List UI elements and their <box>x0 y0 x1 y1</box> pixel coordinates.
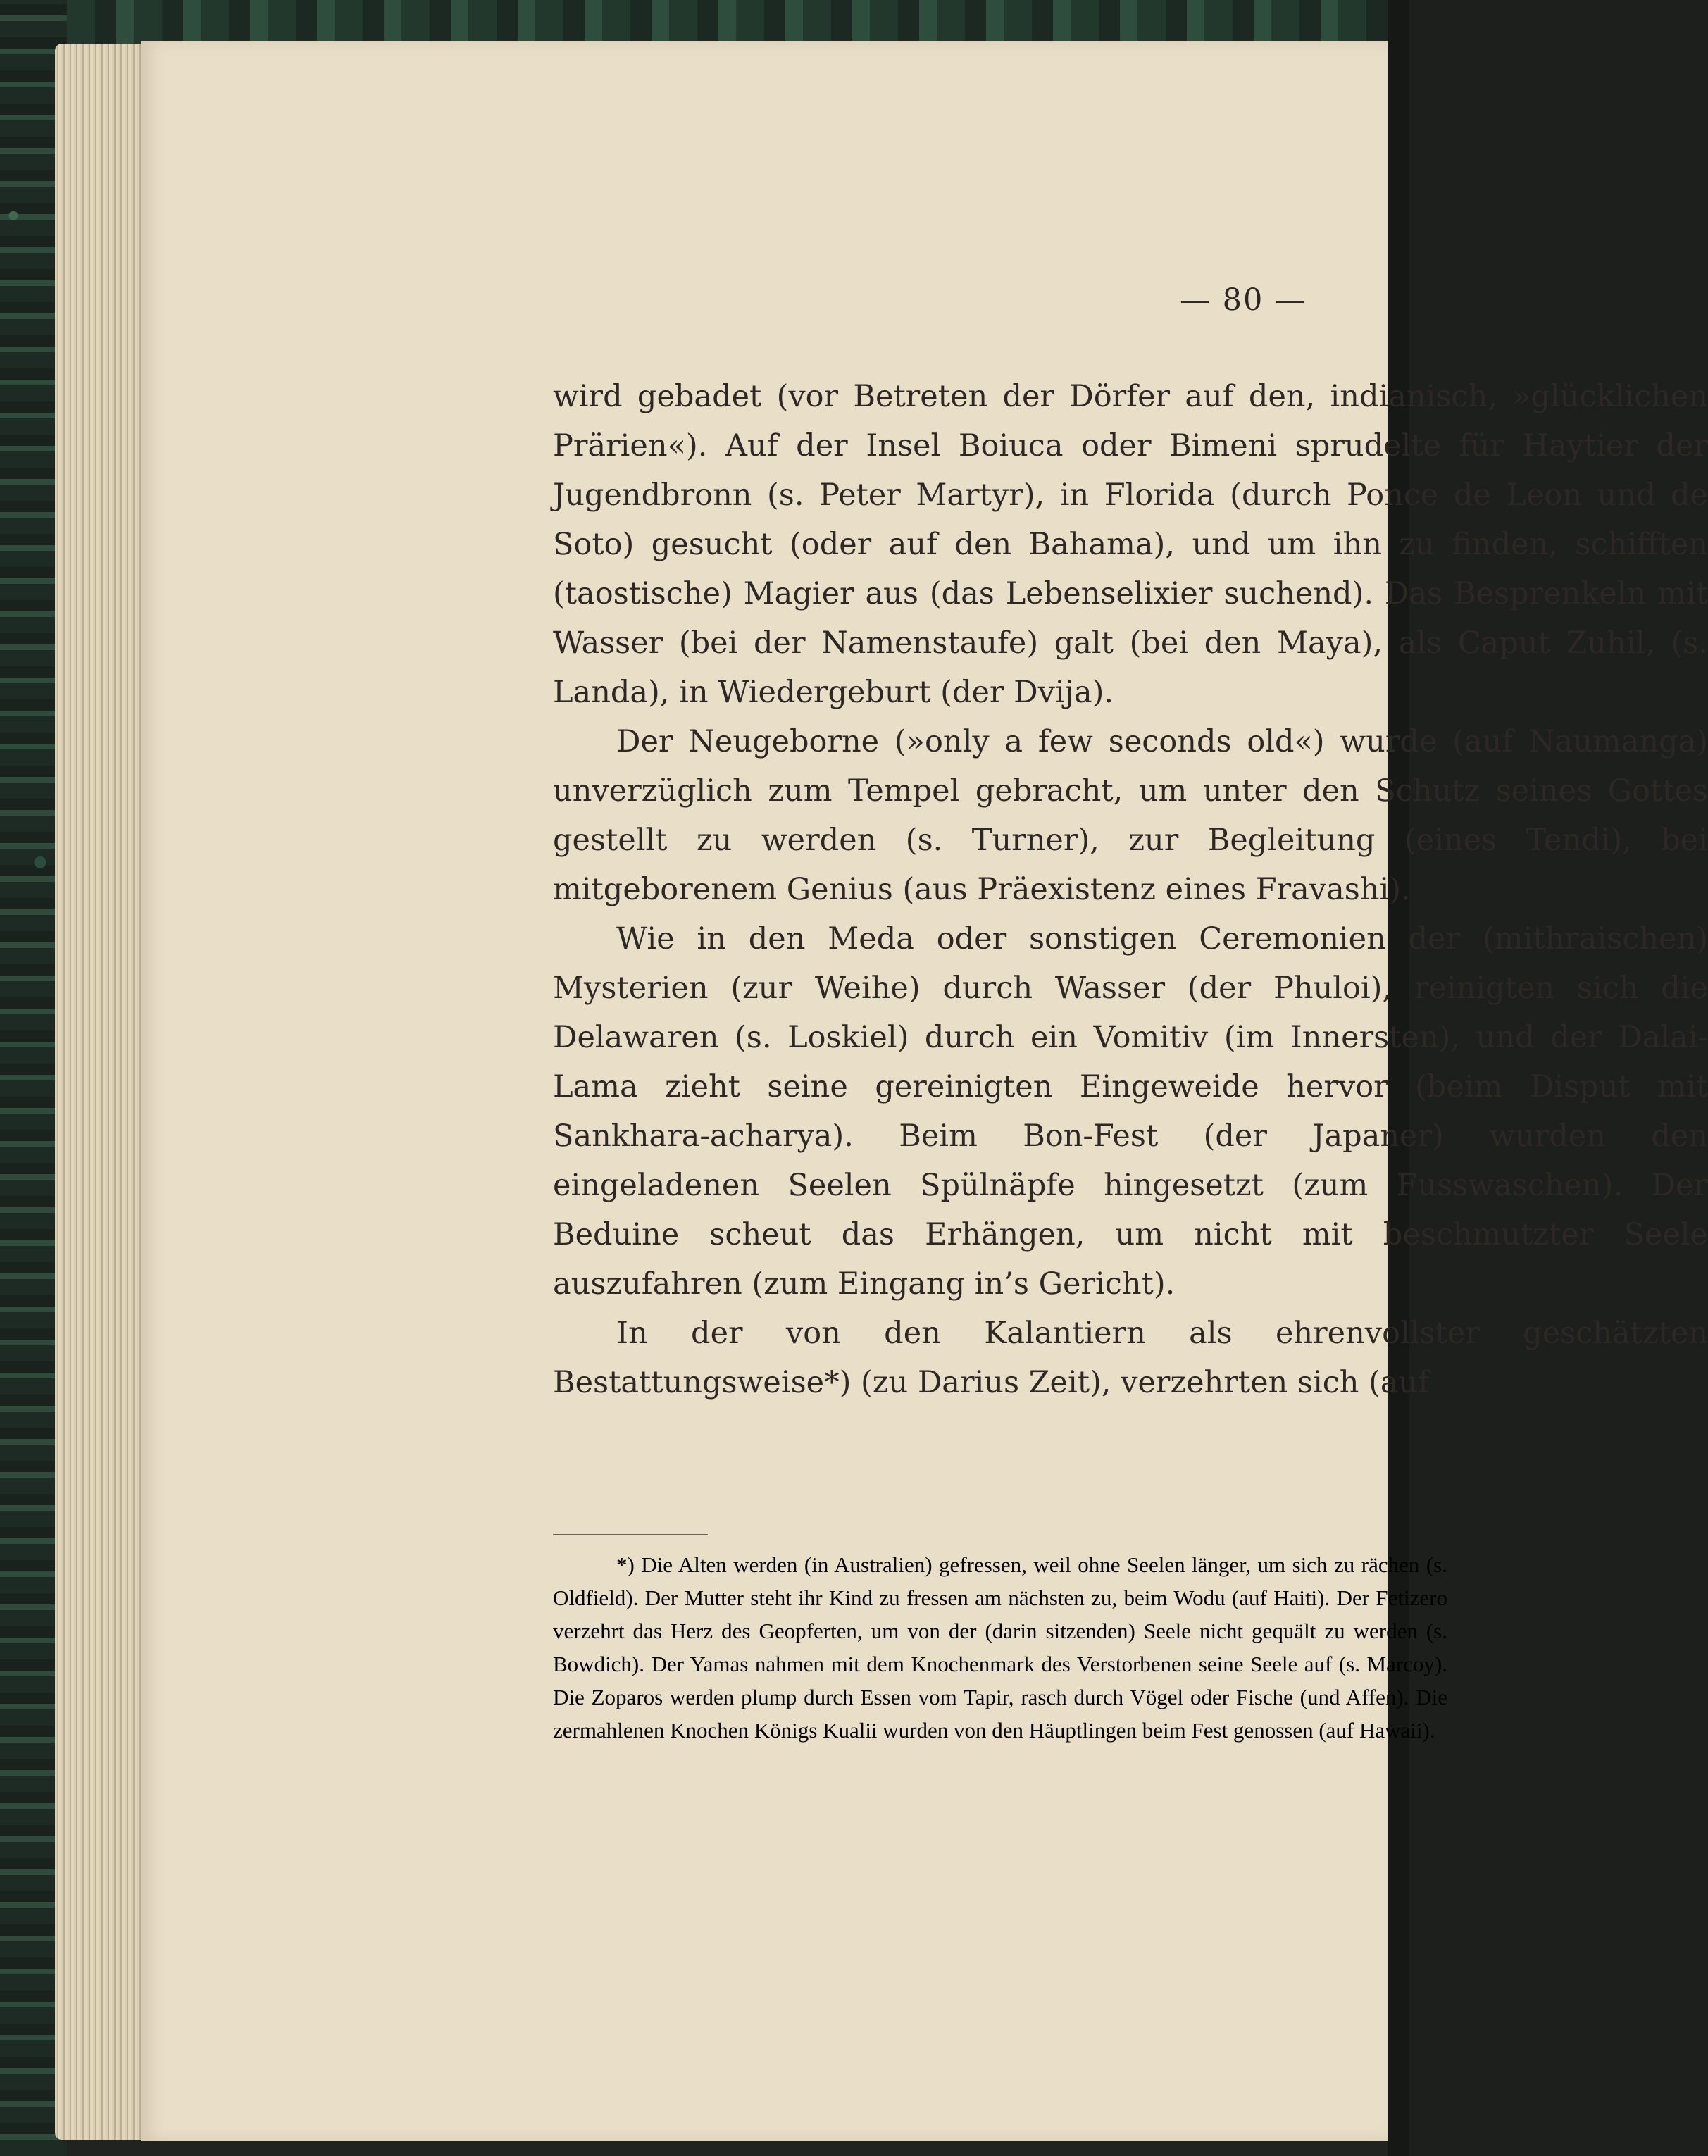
paragraph: Der Neugeborne (»only a few seconds old«) wurde (auf Naumanga) unverzüglich zum Tempel gebracht, um unter den Schutz seines Gottes gestellt zu werden (s. Turner), zur Begleitung (eines Tendi), bei mitgeborenem Genius (aus Präexistenz eines Fravashi). <box>553 724 1708 907</box>
paragraph: Wie in den Meda oder sonstigen Ceremonien der (mithraischen) Mysterien (zur Weihe) durch Wasser (der Phuloi), reinigten sich die Delawaren (s. Loskiel) durch ein Vomitiv (im Innersten), und der Dalai-Lama zieht seine gereinigten Eingeweide hervor (beim Disput mit Sankhara-acharya). Beim Bon-Fest (der Japaner) wurden den eingeladenen Seelen Spülnäpfe hingesetzt (zum Fusswaschen). Der Beduine scheut das Erhängen, um nicht mit beschmutzter Seele auszufahren (zum Eingang in’s Gericht). <box>553 921 1708 1302</box>
paragraph: wird gebadet (vor Betreten der Dörfer auf den, indianisch, »glücklichen Prärien«). Auf der Insel Boiuca oder Bimeni sprudelte für Haytier der Jugendbronn (s. Peter Martyr), in Florida (durch Ponce de Leon und de Soto) gesucht (oder auf den Bahama), und um ihn zu finden, schifften (taostische) Magier aus (das Lebenselixier suchend). Das Besprenkeln mit Wasser (bei der Namenstaufe) galt (bei den Maya), als Caput Zuhil, (s. Landa), in Wiedergeburt (der Dvija). <box>553 379 1708 710</box>
book-page <box>141 41 1708 2141</box>
footnote-rule <box>553 1534 708 1535</box>
footnote: *) Die Alten werden (in Australien) gefressen, weil ohne Seelen länger, um sich zu rächen (s. Oldfield). Der Mutter steht ihr Kind zu fressen am nächsten zu, beim Wodu (auf Haiti). Der Fetizero verzehrt das Herz des Geopferten, um von der (darin sitzenden) Seele nicht gequält zu werden (s. Bowdich). Der Yamas nahmen mit dem Knochenmark des Verstorbenen seine Seele auf (s. Marcoy). Die Zoparos werden plump durch Essen vom Tapir, rasch durch Vögel oder Fische (und Affen). Die zermahlenen Knochen Königs Kualii wurden von den Häuptlingen beim Fest genossen (auf Hawaii). <box>553 1552 1447 1743</box>
paragraph: In der von den Kalantiern als ehrenvollster geschätzten Bestattungsweise*) (zu Darius Zeit), verzehrten sich (auf <box>553 1316 1708 1400</box>
page-number: — 80 — <box>1180 282 1307 318</box>
main-text <box>553 372 1708 1407</box>
page-stack-edge <box>55 44 147 2140</box>
